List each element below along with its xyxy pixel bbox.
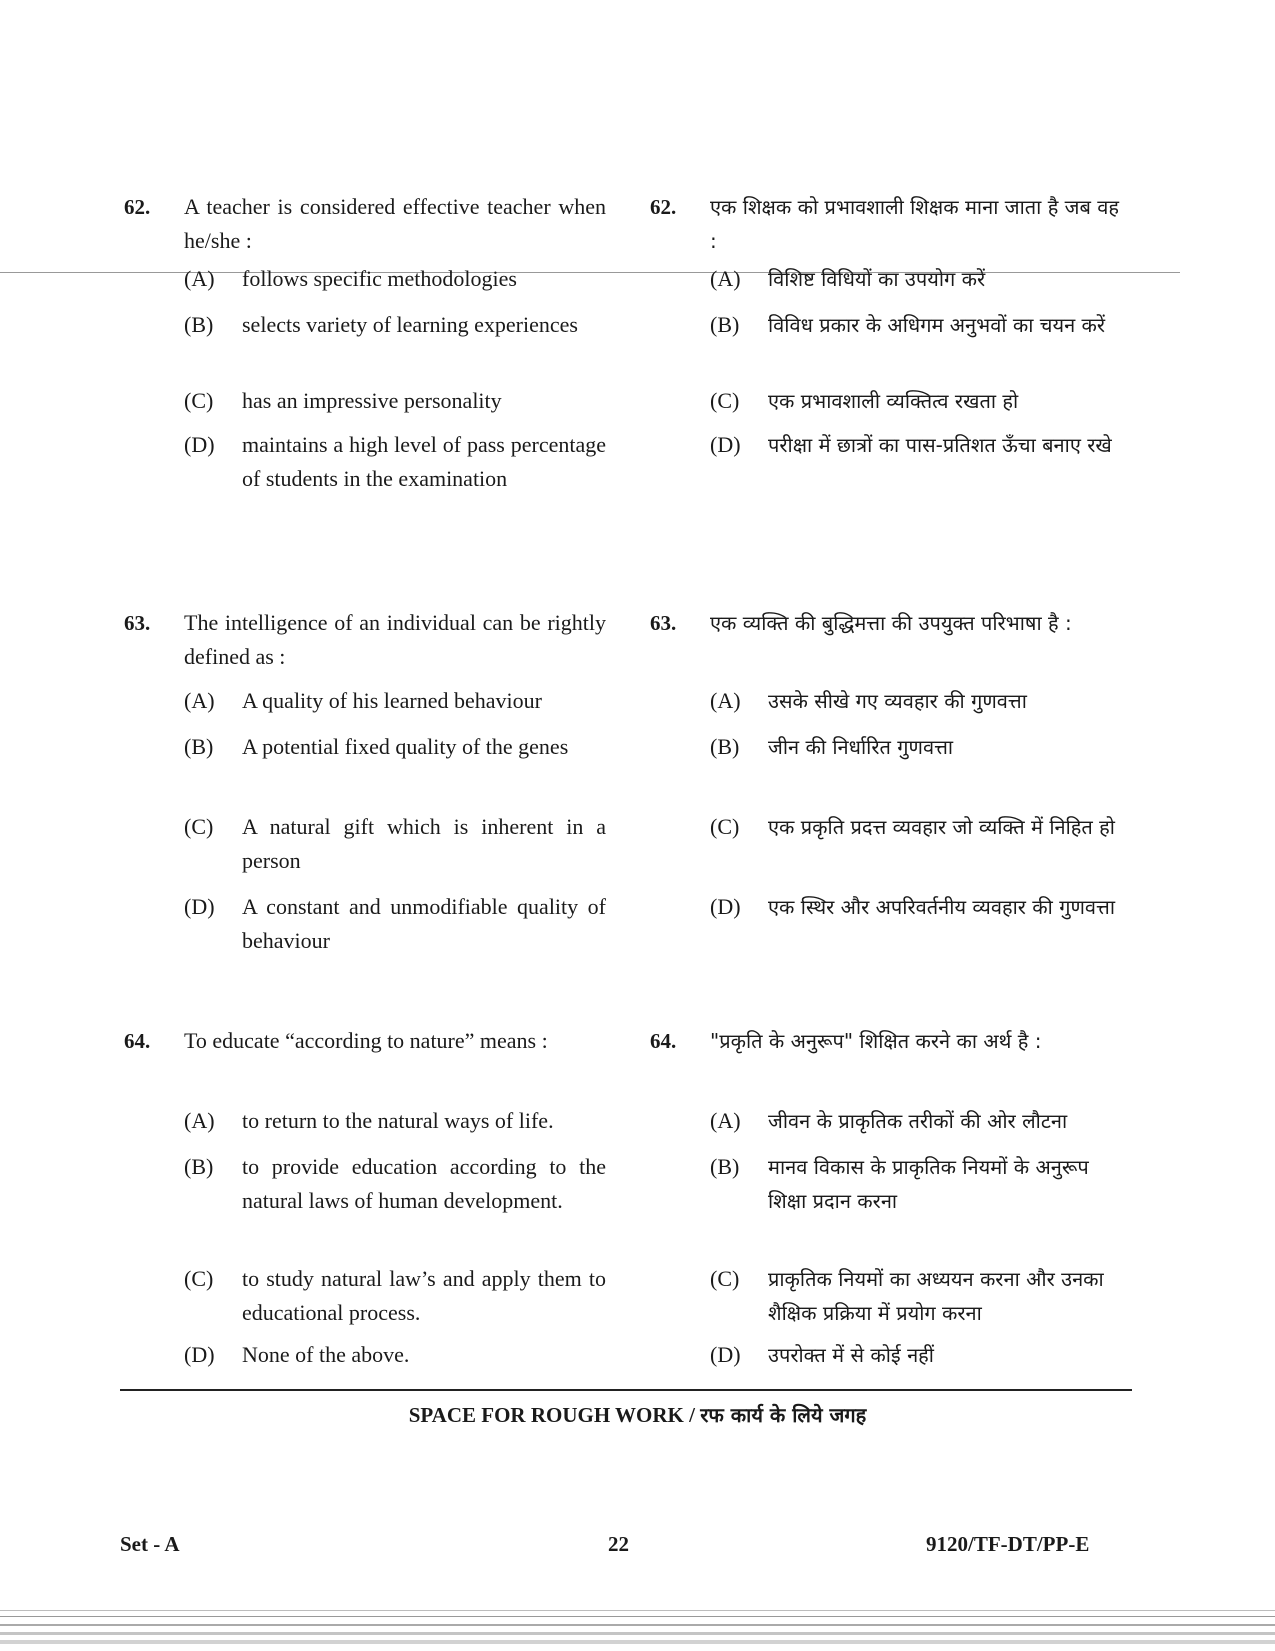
option-label: (D) [710, 894, 741, 919]
option-label: (C) [710, 1266, 740, 1291]
option-text: एक प्रकृति प्रदत्त व्यवहार जो व्यक्ति में निहित हो [768, 815, 1115, 839]
option-text: follows specific methodologies [242, 266, 517, 291]
option-label: (D) [184, 894, 215, 919]
question-number: 64. [650, 1029, 677, 1053]
option-text: परीक्षा में छात्रों का पास-प्रतिशत ऊँचा बनाए रखे [768, 433, 1112, 457]
rough-work-label-hi: रफ कार्य के लिये जगह [700, 1403, 867, 1427]
rough-work-label-en: SPACE FOR ROUGH WORK / [408, 1403, 695, 1427]
option-text: एक प्रभावशाली व्यक्तित्व रखता हो [768, 389, 1019, 413]
question-stem: "प्रकृति के अनुरूप" शिक्षित करने का अर्थ है : [710, 1029, 1042, 1053]
footer-page-number: 22 [608, 1532, 629, 1556]
question-stem: एक शिक्षक को प्रभावशाली शिक्षक माना जाता है जब वह : [710, 195, 1120, 253]
option-text: जीवन के प्राकृतिक तरीकों की ओर लौटना [768, 1109, 1068, 1133]
option-label: (A) [710, 266, 741, 291]
option-label: (C) [710, 814, 740, 839]
option-text: एक स्थिर और अपरिवर्तनीय व्यवहार की गुणवत्ता [768, 895, 1116, 919]
footer-paper-code: 9120/TF-DT/PP-E [926, 1532, 1090, 1556]
option-label: (A) [184, 688, 215, 713]
option-label: (D) [710, 1342, 741, 1367]
scan-band [0, 1640, 1275, 1644]
option-text: जीन की निर्धारित गुणवत्ता [768, 735, 954, 759]
option-text: उसके सीखे गए व्यवहार की गुणवत्ता [768, 689, 1027, 713]
option-label: (B) [184, 734, 214, 759]
option-label: (C) [184, 814, 214, 839]
option-label: (D) [710, 432, 741, 457]
option-label: (A) [710, 1108, 741, 1133]
option-text: to provide education according to the natural laws of human development. [242, 1154, 606, 1213]
option-text: मानव विकास के प्राकृतिक नियमों के अनुरूप शिक्षा प्रदान करना [768, 1155, 1089, 1213]
rough-work-heading [0, 1398, 1275, 1432]
option-text: विशिष्ट विधियों का उपयोग करें [768, 267, 986, 291]
scan-band [0, 1616, 1275, 1617]
question-number: 63. [124, 611, 151, 635]
option-label: (C) [184, 388, 214, 413]
option-text: A natural gift which is inherent in a person [242, 814, 606, 873]
question-number: 64. [124, 1029, 151, 1053]
scan-band [0, 1610, 1275, 1611]
question-stem: The intelligence of an individual can be rightly defined as : [184, 610, 606, 669]
option-text: A quality of his learned behaviour [242, 688, 542, 713]
option-text: to study natural law’s and apply them to educational process. [242, 1266, 606, 1325]
option-text: A constant and unmodifiable quality of behaviour [242, 894, 606, 953]
footer-set: Set - A [120, 1532, 180, 1556]
option-text: to return to the natural ways of life. [242, 1108, 554, 1133]
question-stem: A teacher is considered effective teacher when he/she : [184, 194, 606, 253]
option-label: (B) [710, 734, 740, 759]
option-label: (B) [184, 1154, 214, 1179]
question-number: 62. [124, 195, 151, 219]
option-label: (B) [184, 312, 214, 337]
question-stem: एक व्यक्ति की बुद्धिमत्ता की उपयुक्त परिभाषा है : [710, 611, 1072, 635]
option-text: विविध प्रकार के अधिगम अनुभवों का चयन करें [768, 313, 1106, 337]
question-stem: To educate “according to nature” means : [184, 1028, 548, 1053]
option-label: (A) [184, 1108, 215, 1133]
option-label: (B) [710, 312, 740, 337]
scan-band [0, 1624, 1275, 1626]
option-label: (D) [184, 1342, 215, 1367]
option-text: has an impressive personality [242, 388, 502, 413]
option-label: (A) [710, 688, 741, 713]
question-number: 62. [650, 195, 677, 219]
option-text: selects variety of learning experiences [242, 312, 578, 337]
option-text: उपरोक्त में से कोई नहीं [768, 1343, 934, 1367]
scan-band [0, 1632, 1275, 1635]
option-text: A potential fixed quality of the genes [242, 734, 569, 759]
option-label: (C) [184, 1266, 214, 1291]
option-label: (D) [184, 432, 215, 457]
option-text: प्राकृतिक नियमों का अध्ययन करना और उनका शैक्षिक प्रक्रिया में प्रयोग करना [768, 1267, 1104, 1325]
option-label: (A) [184, 266, 215, 291]
option-text: None of the above. [242, 1342, 410, 1367]
question-number: 63. [650, 611, 677, 635]
option-label: (B) [710, 1154, 740, 1179]
rough-work-divider [120, 1389, 1132, 1391]
option-text: maintains a high level of pass percentage of students in the examination [242, 432, 606, 491]
option-label: (C) [710, 388, 740, 413]
